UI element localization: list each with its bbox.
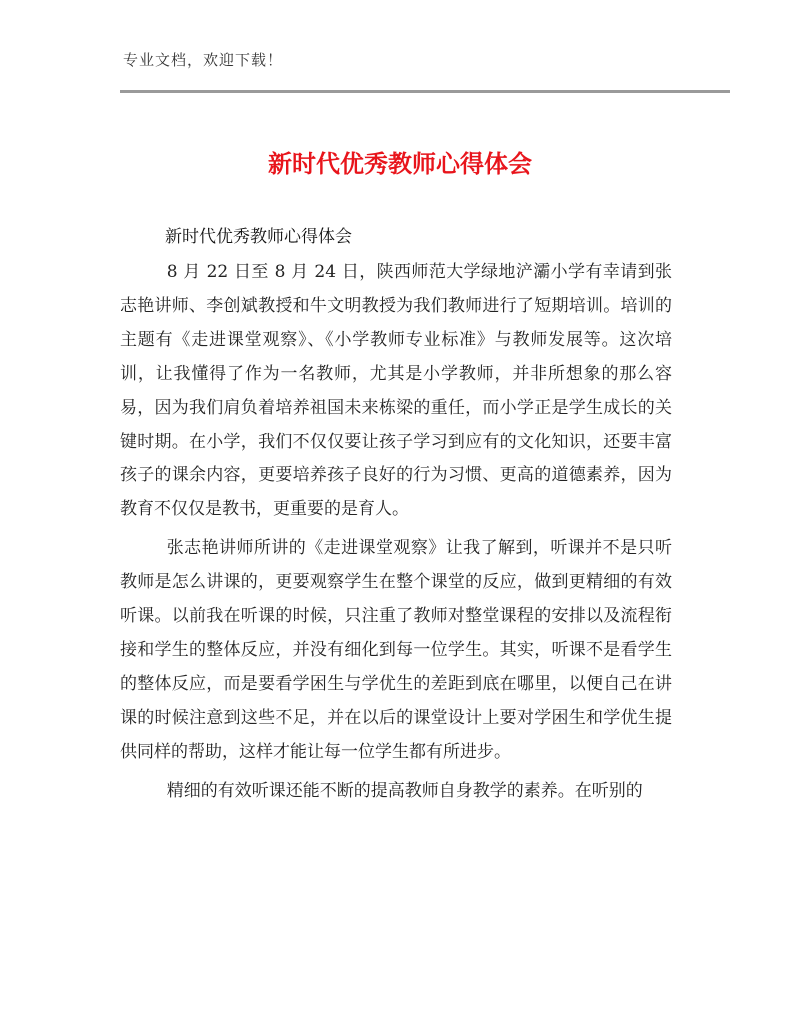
paragraph: 张志艳讲师所讲的《走进课堂观察》让我了解到，听课并不是只听教师是怎么讲课的，更要观察学生在整个课堂的反应，做到更精细的有效听课。以前我在听课的时候，只注重了教师对整堂课程的安排以及流程衔接和学生的整体反应，并没有细化到每一位学生。其实，听课不是看学生的整体反应，而是要看学困生与学优生的差距到底在哪里，以便自己在讲课的时候注意到这些不足，并在以后的课堂设计上要对学困生和学优生提供同样的帮助，这样才能让每一位学生都有所进步。: [120, 538, 672, 762]
document-body: [120, 256, 672, 814]
header-note: 专业文档，欢迎下载！: [123, 51, 284, 69]
paragraph: 8 月 22 日至 8 月 24 日，陕西师范大学绿地浐灞小学有幸请到张志艳讲师、李创斌教授和牛文明教授为我们教师进行了短期培训。培训的主题有《走进课堂观察》、《小学教师专业标准》与教师发展等。这次培训，让我懂得了作为一名教师，尤其是小学教师，并非所想象的那么容易，因为我们肩负着培养祖国未来栋梁的重任，而小学正是学生成长的关键时期。在小学，我们不仅仅要让孩子学习到应有的文化知识，还要丰富孩子的课余内容，更要培养孩子良好的行为习惯、更高的道德素养，因为教育不仅仅是教书，更重要的是育人。: [120, 262, 672, 520]
header-divider: [120, 90, 730, 93]
document-title: 新时代优秀教师心得体会: [268, 150, 532, 178]
document-subtitle: 新时代优秀教师心得体会: [165, 227, 352, 247]
paragraph: 精细的有效听课还能不断的提高教师自身教学的素养。在听别的: [166, 780, 643, 801]
